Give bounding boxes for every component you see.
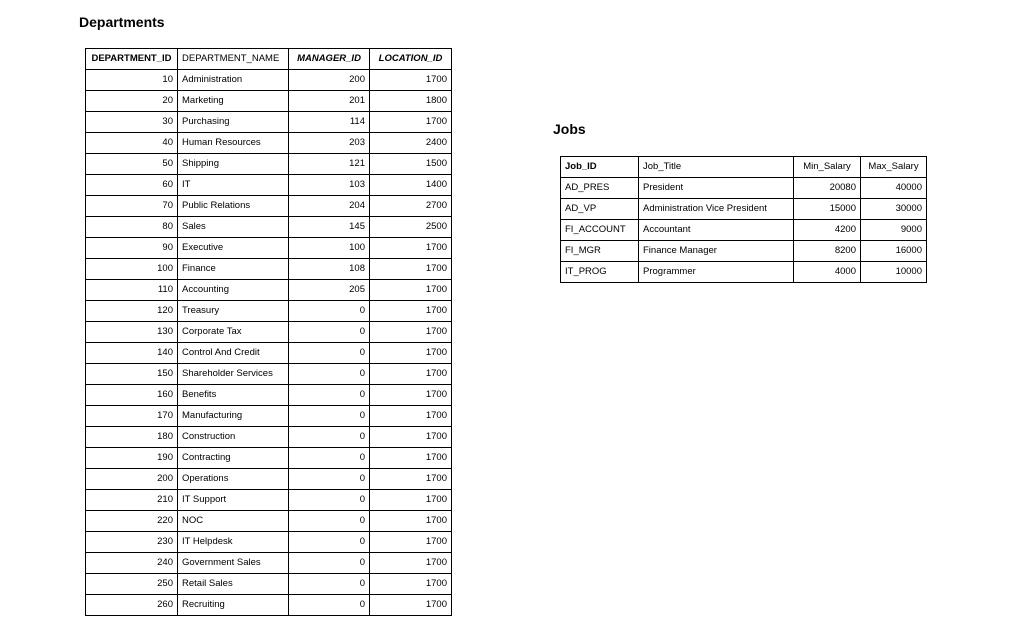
cell-department-name: Manufacturing	[178, 406, 289, 427]
table-row	[561, 178, 927, 199]
table-row	[86, 364, 452, 385]
cell-job-id: FI_ACCOUNT	[561, 220, 639, 241]
cell-department-name: Control And Credit	[178, 343, 289, 364]
cell-location-id: 1500	[370, 154, 452, 175]
cell-department-id: 160	[86, 385, 178, 406]
cell-location-id: 1700	[370, 343, 452, 364]
col-header-department-id: DEPARTMENT_ID	[86, 49, 178, 70]
cell-manager-id: 0	[289, 301, 370, 322]
cell-department-name: Benefits	[178, 385, 289, 406]
cell-department-id: 150	[86, 364, 178, 385]
table-row	[86, 343, 452, 364]
cell-manager-id: 0	[289, 595, 370, 616]
cell-department-id: 180	[86, 427, 178, 448]
table-row	[86, 574, 452, 595]
cell-job-title: President	[639, 178, 794, 199]
cell-department-name: Purchasing	[178, 112, 289, 133]
table-row	[86, 448, 452, 469]
cell-job-title: Accountant	[639, 220, 794, 241]
cell-manager-id: 0	[289, 364, 370, 385]
table-row	[86, 427, 452, 448]
cell-location-id: 1700	[370, 469, 452, 490]
cell-manager-id: 205	[289, 280, 370, 301]
cell-location-id: 1700	[370, 553, 452, 574]
jobs-table	[560, 156, 927, 283]
cell-department-name: IT Support	[178, 490, 289, 511]
cell-location-id: 2700	[370, 196, 452, 217]
cell-department-id: 220	[86, 511, 178, 532]
jobs-heading: Jobs	[553, 121, 586, 137]
cell-department-name: IT Helpdesk	[178, 532, 289, 553]
cell-manager-id: 201	[289, 91, 370, 112]
table-row	[86, 553, 452, 574]
cell-location-id: 1700	[370, 364, 452, 385]
cell-job-title: Administration Vice President	[639, 199, 794, 220]
table-row	[86, 385, 452, 406]
departments-heading: Departments	[79, 14, 165, 30]
col-header-max-salary: Max_Salary	[861, 157, 927, 178]
cell-job-id: AD_PRES	[561, 178, 639, 199]
cell-location-id: 1700	[370, 406, 452, 427]
cell-job-id: IT_PROG	[561, 262, 639, 283]
table-row	[86, 196, 452, 217]
cell-job-title: Programmer	[639, 262, 794, 283]
cell-department-id: 130	[86, 322, 178, 343]
cell-location-id: 1700	[370, 532, 452, 553]
cell-manager-id: 0	[289, 406, 370, 427]
cell-department-name: Sales	[178, 217, 289, 238]
table-row	[561, 199, 927, 220]
table-row	[86, 532, 452, 553]
cell-department-id: 80	[86, 217, 178, 238]
table-row	[86, 217, 452, 238]
cell-manager-id: 0	[289, 385, 370, 406]
cell-department-id: 140	[86, 343, 178, 364]
cell-department-name: Construction	[178, 427, 289, 448]
table-row	[86, 301, 452, 322]
cell-department-id: 200	[86, 469, 178, 490]
cell-department-name: Corporate Tax	[178, 322, 289, 343]
cell-department-id: 120	[86, 301, 178, 322]
cell-max-salary: 30000	[861, 199, 927, 220]
cell-department-name: NOC	[178, 511, 289, 532]
cell-min-salary: 20080	[794, 178, 861, 199]
cell-manager-id: 108	[289, 259, 370, 280]
cell-manager-id: 0	[289, 532, 370, 553]
col-header-manager-id: MANAGER_ID	[289, 49, 370, 70]
table-row	[86, 511, 452, 532]
table-row	[86, 322, 452, 343]
col-header-department-name: DEPARTMENT_NAME	[178, 49, 289, 70]
col-header-location-id: LOCATION_ID	[370, 49, 452, 70]
cell-location-id: 2500	[370, 217, 452, 238]
col-header-min-salary: Min_Salary	[794, 157, 861, 178]
cell-location-id: 1700	[370, 70, 452, 91]
cell-department-id: 170	[86, 406, 178, 427]
cell-location-id: 1700	[370, 301, 452, 322]
cell-department-name: Recruiting	[178, 595, 289, 616]
cell-department-id: 90	[86, 238, 178, 259]
cell-department-name: Public Relations	[178, 196, 289, 217]
cell-manager-id: 0	[289, 574, 370, 595]
cell-manager-id: 0	[289, 490, 370, 511]
cell-location-id: 1700	[370, 238, 452, 259]
cell-department-name: Contracting	[178, 448, 289, 469]
cell-manager-id: 121	[289, 154, 370, 175]
cell-department-id: 10	[86, 70, 178, 91]
cell-department-id: 210	[86, 490, 178, 511]
cell-manager-id: 204	[289, 196, 370, 217]
departments-header-row	[86, 49, 452, 70]
cell-location-id: 1700	[370, 511, 452, 532]
cell-min-salary: 4200	[794, 220, 861, 241]
cell-min-salary: 15000	[794, 199, 861, 220]
cell-department-name: Accounting	[178, 280, 289, 301]
cell-manager-id: 200	[289, 70, 370, 91]
table-row	[86, 259, 452, 280]
cell-department-name: Finance	[178, 259, 289, 280]
cell-location-id: 1700	[370, 427, 452, 448]
table-row	[86, 238, 452, 259]
cell-department-id: 260	[86, 595, 178, 616]
cell-location-id: 1700	[370, 574, 452, 595]
table-row	[86, 91, 452, 112]
cell-max-salary: 10000	[861, 262, 927, 283]
cell-department-name: Shareholder Services	[178, 364, 289, 385]
cell-department-name: Government Sales	[178, 553, 289, 574]
cell-manager-id: 0	[289, 343, 370, 364]
table-row	[561, 220, 927, 241]
table-row	[86, 112, 452, 133]
table-row	[86, 490, 452, 511]
cell-max-salary: 40000	[861, 178, 927, 199]
cell-department-id: 50	[86, 154, 178, 175]
cell-department-id: 20	[86, 91, 178, 112]
table-row	[86, 133, 452, 154]
cell-department-id: 230	[86, 532, 178, 553]
cell-department-id: 70	[86, 196, 178, 217]
cell-location-id: 1700	[370, 595, 452, 616]
cell-department-name: IT	[178, 175, 289, 196]
cell-department-id: 250	[86, 574, 178, 595]
cell-location-id: 2400	[370, 133, 452, 154]
cell-manager-id: 0	[289, 511, 370, 532]
cell-department-id: 240	[86, 553, 178, 574]
cell-min-salary: 8200	[794, 241, 861, 262]
cell-location-id: 1400	[370, 175, 452, 196]
cell-department-id: 110	[86, 280, 178, 301]
cell-department-id: 60	[86, 175, 178, 196]
cell-department-name: Marketing	[178, 91, 289, 112]
col-header-job-title: Job_Title	[639, 157, 794, 178]
table-row	[561, 241, 927, 262]
cell-department-name: Human Resources	[178, 133, 289, 154]
col-header-job-id: Job_ID	[561, 157, 639, 178]
table-row	[86, 70, 452, 91]
cell-job-id: FI_MGR	[561, 241, 639, 262]
cell-department-name: Treasury	[178, 301, 289, 322]
cell-location-id: 1700	[370, 385, 452, 406]
cell-department-name: Executive	[178, 238, 289, 259]
cell-location-id: 1700	[370, 112, 452, 133]
cell-manager-id: 0	[289, 553, 370, 574]
cell-manager-id: 114	[289, 112, 370, 133]
cell-location-id: 1800	[370, 91, 452, 112]
cell-manager-id: 203	[289, 133, 370, 154]
cell-location-id: 1700	[370, 490, 452, 511]
cell-manager-id: 100	[289, 238, 370, 259]
cell-department-id: 190	[86, 448, 178, 469]
table-row	[86, 280, 452, 301]
table-row	[86, 469, 452, 490]
cell-location-id: 1700	[370, 448, 452, 469]
cell-department-id: 30	[86, 112, 178, 133]
cell-job-title: Finance Manager	[639, 241, 794, 262]
cell-department-name: Administration	[178, 70, 289, 91]
cell-department-id: 40	[86, 133, 178, 154]
cell-manager-id: 0	[289, 427, 370, 448]
cell-department-name: Operations	[178, 469, 289, 490]
cell-location-id: 1700	[370, 280, 452, 301]
table-row	[86, 154, 452, 175]
table-row	[86, 595, 452, 616]
table-row	[86, 406, 452, 427]
cell-manager-id: 0	[289, 322, 370, 343]
cell-job-id: AD_VP	[561, 199, 639, 220]
cell-min-salary: 4000	[794, 262, 861, 283]
cell-manager-id: 103	[289, 175, 370, 196]
table-row	[86, 175, 452, 196]
cell-max-salary: 16000	[861, 241, 927, 262]
cell-manager-id: 0	[289, 469, 370, 490]
cell-location-id: 1700	[370, 259, 452, 280]
cell-location-id: 1700	[370, 322, 452, 343]
cell-department-name: Shipping	[178, 154, 289, 175]
jobs-header-row	[561, 157, 927, 178]
cell-department-id: 100	[86, 259, 178, 280]
cell-manager-id: 145	[289, 217, 370, 238]
table-row	[561, 262, 927, 283]
cell-manager-id: 0	[289, 448, 370, 469]
cell-department-name: Retail Sales	[178, 574, 289, 595]
departments-table	[85, 48, 452, 616]
cell-max-salary: 9000	[861, 220, 927, 241]
